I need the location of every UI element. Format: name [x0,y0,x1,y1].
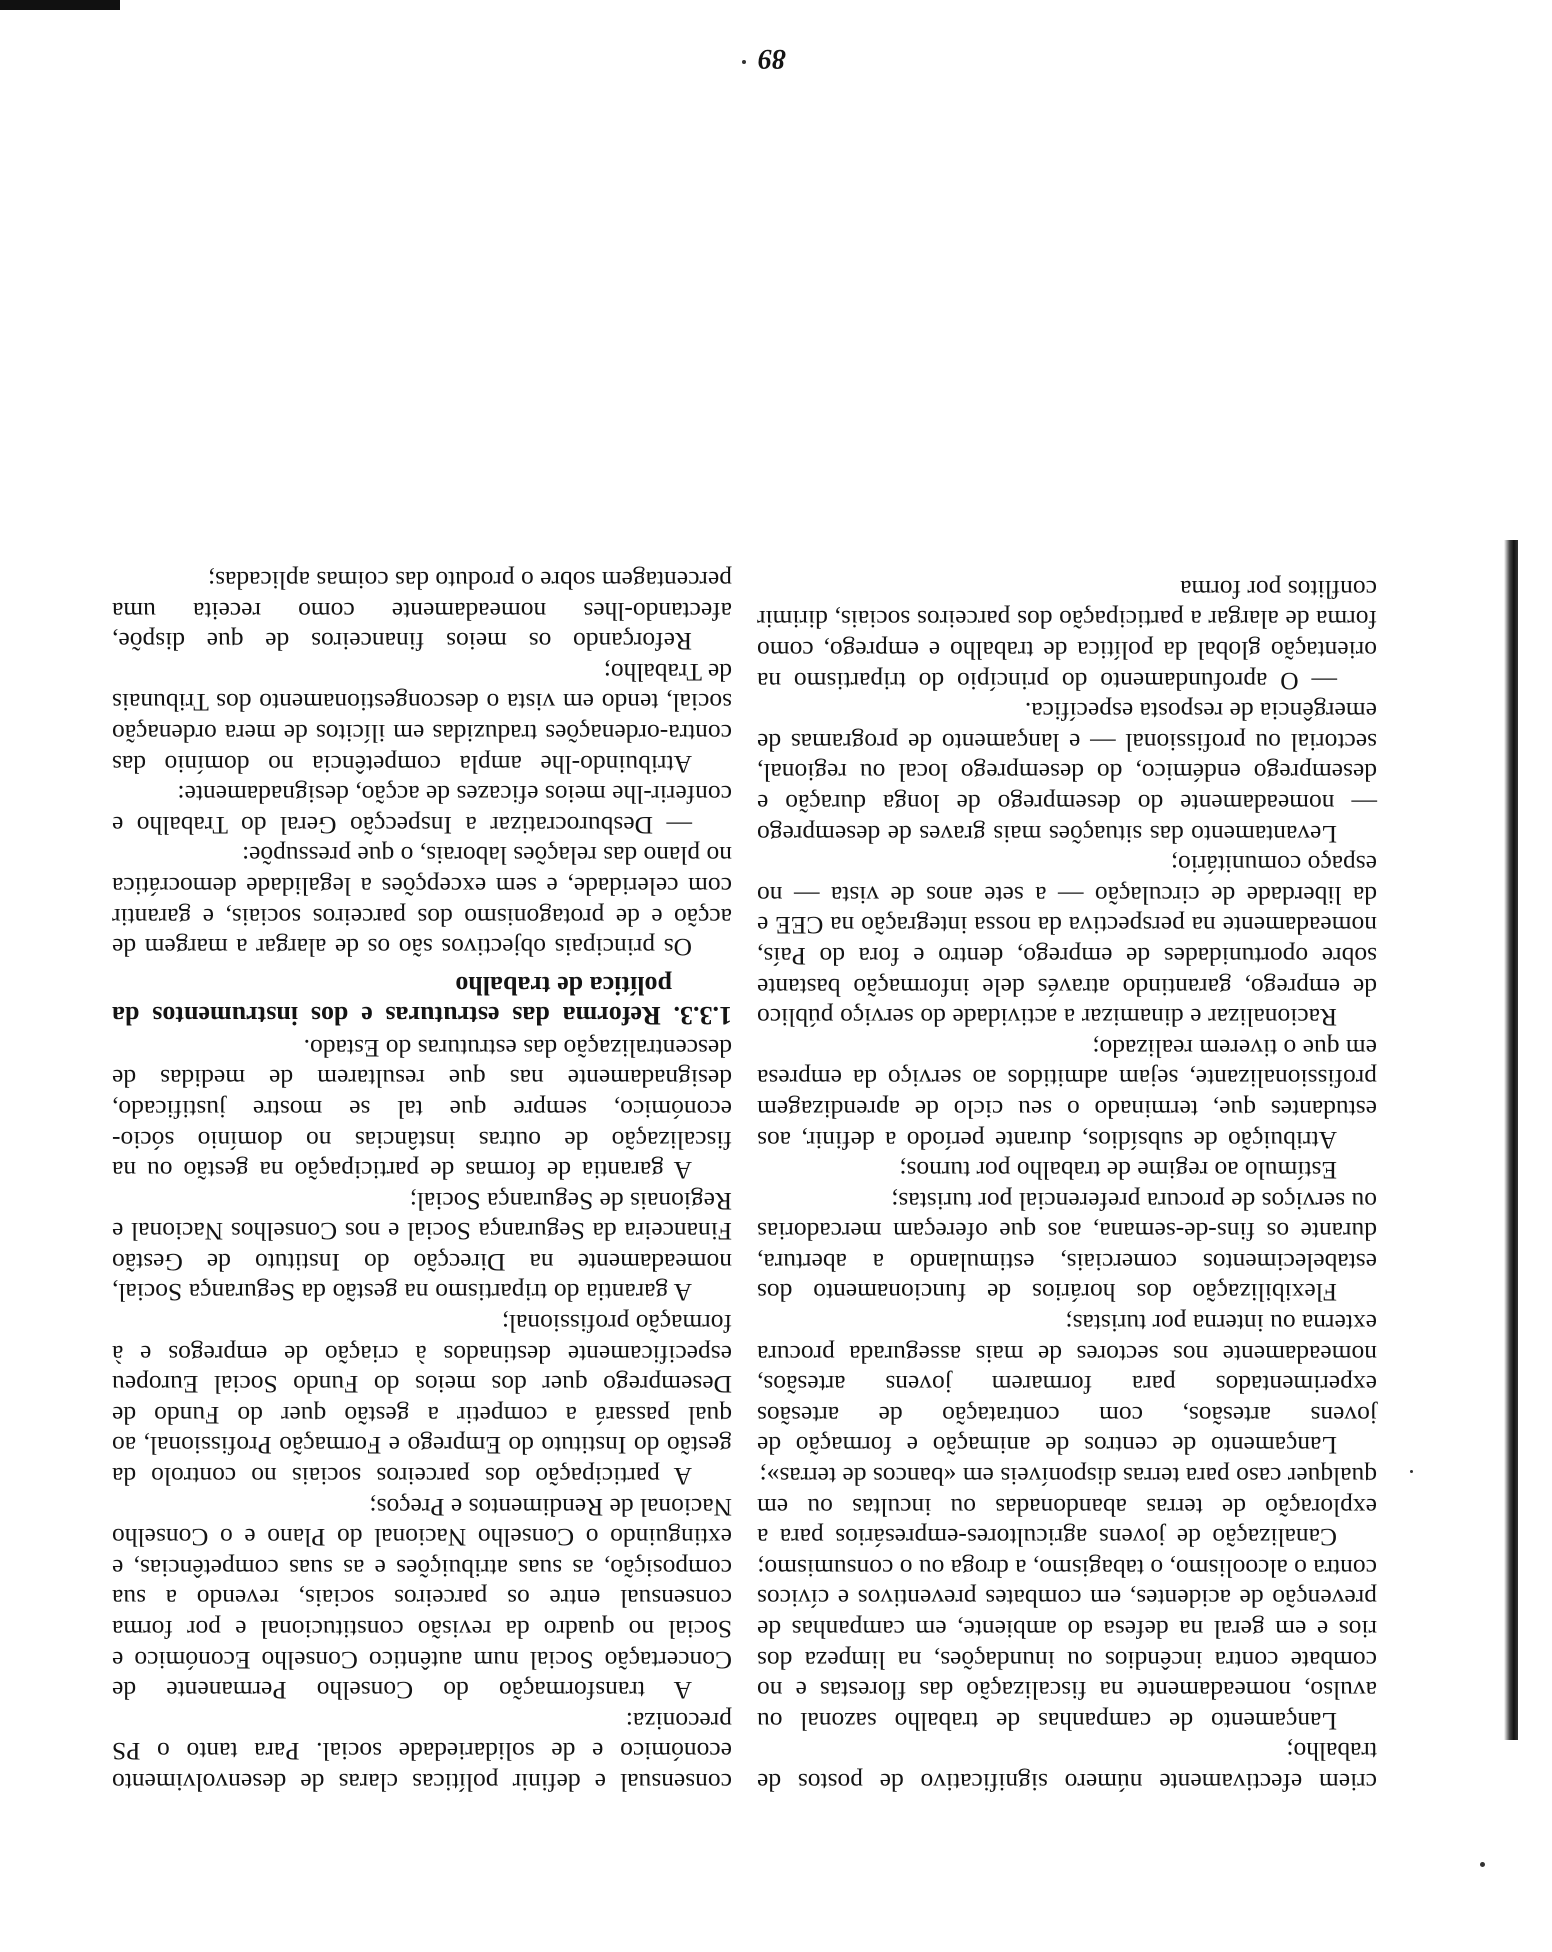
paragraph: consensual e definir políticas claras de desenvolvimento económico e de solidariedade social. Para tanto o PS preconiza: [112,1706,732,1797]
paragraph: Atribuição de subsídios, durante período a definir, aos estudantes que, terminado o seu ciclo de aprendizagem profissionalizante, sejam admitidos ao serviço da empresa em que o tiverem realizado; [757,1033,1377,1155]
paragraph: Atribuindo-lhe ampla competência no domínio das contra-ordenações traduzidas em ilícitos de mera ordenação social, tendo em vista o descongestionamento dos Tribunais de Trabalho; [112,657,732,779]
paragraph: A garantia de formas de participação na gestão ou na fiscalização de outras instâncias no domínio sócio-económico, sempre que tal se mostre justificado, designadamente nas que resultarem de medidas de descentralização das estruturas do Estado. [112,1033,732,1186]
paragraph: — O aprofundamento do princípio do tripartismo na orientação global da política de trabalho e emprego, como forma de alargar a participação dos parceiros sociais, dirimir conflitos por forma [757,574,1377,696]
paragraph: A garantia do tripartismo na gestão da Segurança Social, nomeadamente na Direcção do Instituto de Gestão Financeira da Segurança Social e nos Conselhos Nacional e Regionais de Segurança Social; [112,1186,732,1308]
paragraph: Os principais objectivos são os de alargar a margem de acção e de protagonismo dos parceiros sociais, e garantir com celeridade, e sem excepções a legalidade democrática no plano das relações laborais, o que pressupõe: [112,841,732,963]
paragraph: Reforçando os meios financeiros de que dispõe, afectando-lhes nomeadamente como receita uma percentagem sobre o produto das coimas aplicadas; [112,566,732,657]
section-heading: 1.3.3. Reforma das estruturas e dos instrumentos da política de trabalho [112,971,732,1031]
paragraph: A participação dos parceiros sociais no controlo da gestão do Instituto do Emprego e Formação Profissional, ao qual passará a competir a gestão quer do Fundo de Desemprego quer dos meios do Fundo Social Europeu especificamente destinados à criação de empregos e à formação profissional; [112,1309,732,1492]
right-column [112,564,732,1797]
paragraph: Levantamento das situações mais graves de desemprego — nomeadamente do desemprego de longa duração e desemprego endémico, do desemprego local ou regional, sectorial ou profissional — e lançamento de programas de emergência de resposta específica. [757,697,1377,849]
paragraph: — Desburocratizar a Inspecção Geral do Trabalho e conferir-lhe meios eficazes de acção, designadamente: [112,780,732,840]
page-number: 89 [758,43,786,74]
paragraph: Racionalizar e dinamizar a actividade do serviço público de emprego, garantindo através dele informação bastante sobre oportunidades de emprego, dentro e fora do País, nomeadamente na perspectiva da nossa integração na CEE e da liberdade de circulação — a sete anos de vista — no espaço comunitário; [757,850,1377,1033]
paragraph: criem efectivamente número significativo de postos de trabalho; [757,1737,1377,1797]
paragraph: A transformação do Conselho Permanente de Concertação Social num autêntico Conselho Económico e Social no quadro da revisão constitucional e por forma consensual entre os parceiros sociais, revendo a sua composição, as suas atribuições e as suas competências, e extinguindo o Conselho Nacional do Plano e o Conselho Nacional de Rendimentos e Preços; [112,1492,732,1706]
paragraph: Lançamento de centros de animação e formação de jovens artesãos, com contratação de artesãos experimentados para formarem jovens artesãos, nomeadamente nos sectores de mais assegurada procura externa ou interna por turistas; [757,1309,1377,1461]
left-column [757,573,1377,1797]
paragraph: Canalização de jovens agricultores-empresários para a exploração de terras abandonadas ou incultas ou em qualquer caso para terras disponíveis em «bancos de terras»; [757,1462,1377,1553]
paragraph: Estímulo ao regime de trabalho por turnos; [899,1156,1337,1186]
paragraph: Flexibilização dos horários de funcionamento dos estabelecimentos comerciais, estimulando a abertura, durante os fins-de-semana, aos que ofereçam mercadorias ou serviços de procura preferencial por turistas; [757,1186,1377,1308]
paragraph: Lançamento de campanhas de trabalho sazonal ou avulso, nomeadamente na fiscalização das florestas e no combate contra incêndios ou inundações, na limpeza dos rios e em geral na defesa do ambiente, em campanhas de prevenção de acidentes, em combates preventivos e cívicos contra o alcoolismo, o tabagismo, a droga ou o consumismo; [757,1553,1377,1736]
